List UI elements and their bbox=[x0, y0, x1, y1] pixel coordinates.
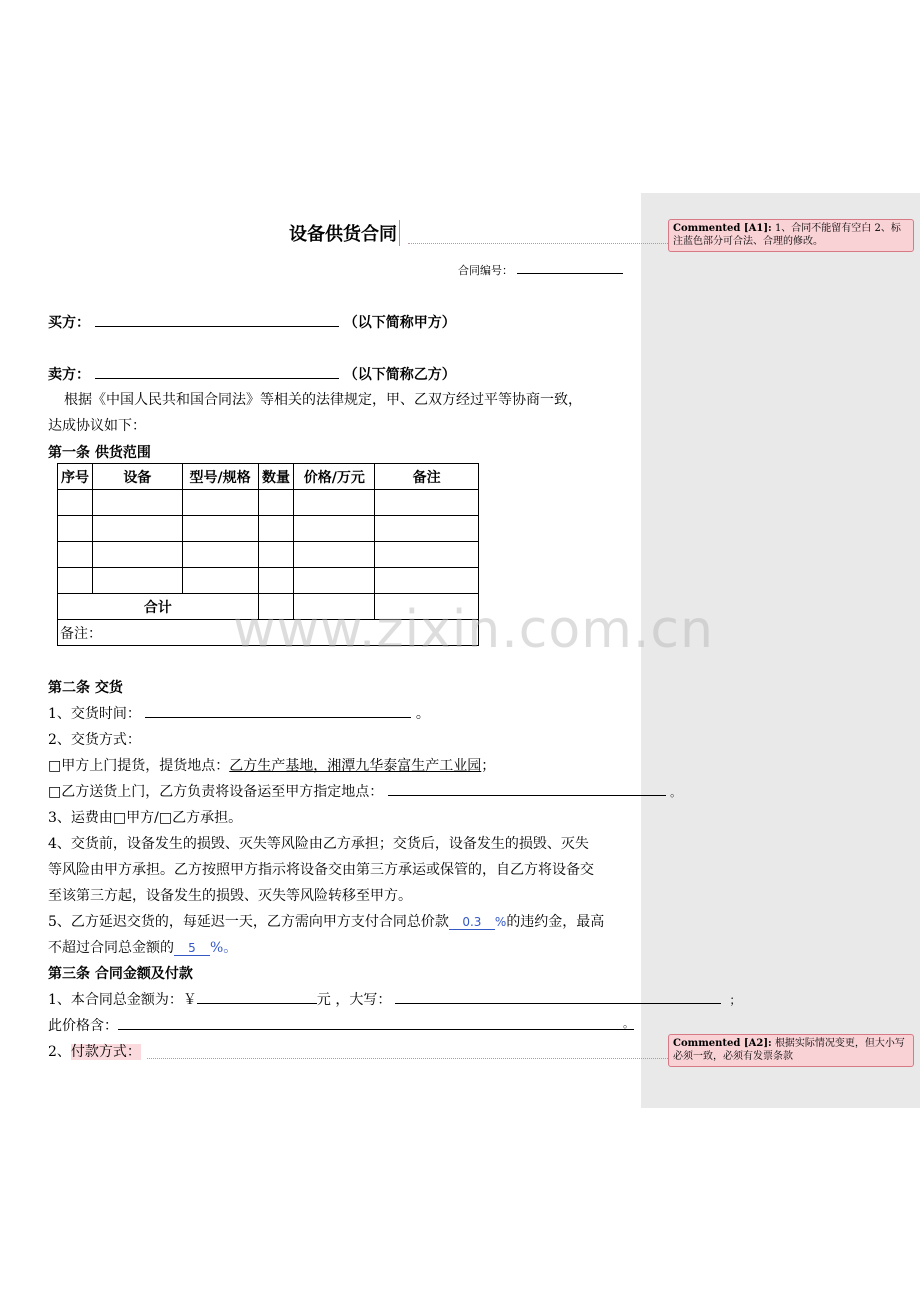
table-cell[interactable] bbox=[375, 516, 479, 542]
table-cell[interactable] bbox=[58, 490, 93, 516]
comment-a1[interactable] bbox=[668, 219, 914, 252]
amount-label: 1、本合同总金额为：￥ bbox=[48, 992, 197, 1008]
buyer-label: 买方： bbox=[48, 315, 90, 331]
table-cell[interactable] bbox=[58, 542, 93, 568]
table-note[interactable]: 备注： bbox=[58, 620, 479, 646]
table-cell[interactable] bbox=[258, 542, 294, 568]
col-header: 价格/万元 bbox=[294, 464, 375, 490]
price-includes-row bbox=[48, 1015, 634, 1035]
penalty-text-b: 的违约金，最高 bbox=[506, 914, 605, 930]
amount-words-label: 元 ，大写： bbox=[316, 992, 392, 1008]
table-cell[interactable] bbox=[182, 542, 258, 568]
comment-a2[interactable] bbox=[668, 1034, 914, 1067]
penalty-line-2 bbox=[48, 937, 237, 957]
table-cell[interactable] bbox=[294, 542, 375, 568]
table-row bbox=[58, 516, 479, 542]
seller-name-field[interactable] bbox=[95, 364, 339, 379]
table-cell[interactable] bbox=[258, 568, 294, 594]
pickup-option-end: ； bbox=[481, 758, 496, 774]
table-header-row bbox=[58, 464, 479, 490]
table-cell[interactable] bbox=[92, 568, 182, 594]
penalty-text-c: 不超过合同总金额的 bbox=[48, 940, 174, 956]
comment-a1-connector bbox=[408, 243, 668, 244]
delivery-time-label: 1、交货时间： bbox=[48, 706, 141, 722]
table-cell[interactable] bbox=[375, 490, 479, 516]
col-header: 型号/规格 bbox=[182, 464, 258, 490]
payment-method-row bbox=[48, 1041, 141, 1061]
risk-line-2: 等风险由甲方承担。乙方按照甲方指示将设备交由第三方承运或保管的，自乙方将设备交 bbox=[48, 862, 594, 878]
comment-a1-text: 1、合同不能留有空白 2、标注蓝色部分可合法、合理的修改。 bbox=[673, 223, 901, 247]
buyer-suffix: （以下简称甲方） bbox=[343, 315, 456, 331]
delivery-time-end: 。 bbox=[415, 706, 430, 722]
delivery-option-row bbox=[48, 781, 681, 801]
delivery-time-field[interactable] bbox=[145, 703, 411, 718]
table-cell[interactable] bbox=[182, 516, 258, 542]
table-cell[interactable] bbox=[258, 516, 294, 542]
table-cell[interactable] bbox=[294, 490, 375, 516]
total-label: 合计 bbox=[58, 594, 259, 620]
seller-row bbox=[48, 364, 456, 384]
penalty-rate[interactable] bbox=[449, 915, 495, 930]
col-header: 备注 bbox=[375, 464, 479, 490]
penalty-cap-end: %。 bbox=[210, 940, 238, 956]
col-header: 设备 bbox=[92, 464, 182, 490]
watermark: www.zixin.com.cn bbox=[233, 600, 714, 660]
penalty-text-a: 5、乙方延迟交货的，每延迟一天，乙方需向甲方支付合同总价款 bbox=[48, 914, 449, 930]
table-row bbox=[58, 568, 479, 594]
penalty-rate-value: 0.3 bbox=[462, 915, 482, 929]
table-row bbox=[58, 490, 479, 516]
delivery-option-text[interactable]: □乙方送货上门，乙方负责将设备运至甲方指定地点： bbox=[48, 784, 384, 800]
freight-line[interactable]: 3、运费由□甲方/□乙方承担。 bbox=[48, 810, 243, 826]
seller-suffix: （以下简称乙方） bbox=[343, 367, 456, 383]
table-cell[interactable] bbox=[294, 516, 375, 542]
col-header: 序号 bbox=[58, 464, 93, 490]
table-cell[interactable] bbox=[375, 542, 479, 568]
payment-method-label[interactable]: 付款方式： bbox=[70, 1044, 141, 1060]
penalty-line-1 bbox=[48, 911, 604, 931]
section1-heading: 第一条 供货范围 bbox=[48, 445, 151, 461]
intro-line-2: 达成协议如下： bbox=[48, 418, 146, 434]
table-cell[interactable] bbox=[182, 490, 258, 516]
section2-heading: 第二条 交货 bbox=[48, 680, 123, 696]
document-title: 设备供货合同 bbox=[289, 220, 400, 246]
amount-figure-field[interactable] bbox=[197, 989, 317, 1004]
comment-a2-tag: Commented [A2]: bbox=[673, 1038, 772, 1049]
penalty-cap-value: 5 bbox=[188, 941, 196, 955]
table-cell[interactable] bbox=[92, 490, 182, 516]
amount-end: ； bbox=[729, 993, 742, 1007]
price-includes-label: 此价格含： bbox=[48, 1018, 118, 1034]
delivery-time-row bbox=[48, 703, 430, 723]
amount-words-field[interactable] bbox=[395, 989, 721, 1004]
comment-a2-text: 根据实际情况变更，但大小写必须一致，必须有发票条款 bbox=[673, 1038, 905, 1062]
pickup-option-row bbox=[48, 755, 495, 775]
table-cell[interactable] bbox=[58, 568, 93, 594]
penalty-rate-unit: % bbox=[494, 915, 507, 929]
table-cell[interactable] bbox=[182, 568, 258, 594]
price-includes-field[interactable] bbox=[118, 1015, 634, 1030]
table-cell[interactable] bbox=[92, 542, 182, 568]
contract-number-field[interactable] bbox=[517, 261, 623, 274]
table-cell[interactable] bbox=[92, 516, 182, 542]
risk-line-1: 4、交货前，设备发生的损毁、灭失等风险由乙方承担；交货后，设备发生的损毁、灭失 bbox=[48, 836, 589, 852]
table-cell[interactable] bbox=[58, 516, 93, 542]
price-includes-end: 。 bbox=[623, 1017, 634, 1030]
contract-number-label: 合同编号： bbox=[458, 264, 513, 277]
pickup-place: 乙方生产基地，湘潭九华泰富生产工业园 bbox=[229, 758, 482, 774]
pickup-option-text[interactable]: □甲方上门提货，提货地点： bbox=[48, 758, 230, 774]
table-cell[interactable] bbox=[258, 490, 294, 516]
comment-a1-tag: Commented [A1]: bbox=[673, 223, 772, 234]
risk-line-3: 至该第三方起，设备发生的损毁、灭失等风险转移至甲方。 bbox=[48, 888, 412, 904]
delivery-option-end: 。 bbox=[670, 786, 682, 799]
table-row bbox=[58, 542, 479, 568]
comment-a2-connector bbox=[147, 1058, 668, 1059]
buyer-row bbox=[48, 312, 456, 332]
payment-number: 2、 bbox=[48, 1044, 71, 1060]
delivery-place-field[interactable] bbox=[388, 781, 666, 796]
table-cell[interactable] bbox=[294, 568, 375, 594]
seller-label: 卖方： bbox=[48, 367, 90, 383]
amount-row bbox=[48, 989, 741, 1009]
delivery-method-label: 2、交货方式： bbox=[48, 732, 141, 748]
penalty-cap[interactable] bbox=[174, 941, 210, 956]
buyer-name-field[interactable] bbox=[95, 312, 339, 327]
contract-number-row bbox=[458, 261, 623, 278]
intro-line-1: 根据《中国人民共和国合同法》等相关的法律规定，甲、乙双方经过平等协商一致， bbox=[64, 392, 582, 408]
table-cell[interactable] bbox=[375, 568, 479, 594]
section3-heading: 第三条 合同金额及付款 bbox=[48, 966, 193, 982]
col-header: 数量 bbox=[258, 464, 294, 490]
